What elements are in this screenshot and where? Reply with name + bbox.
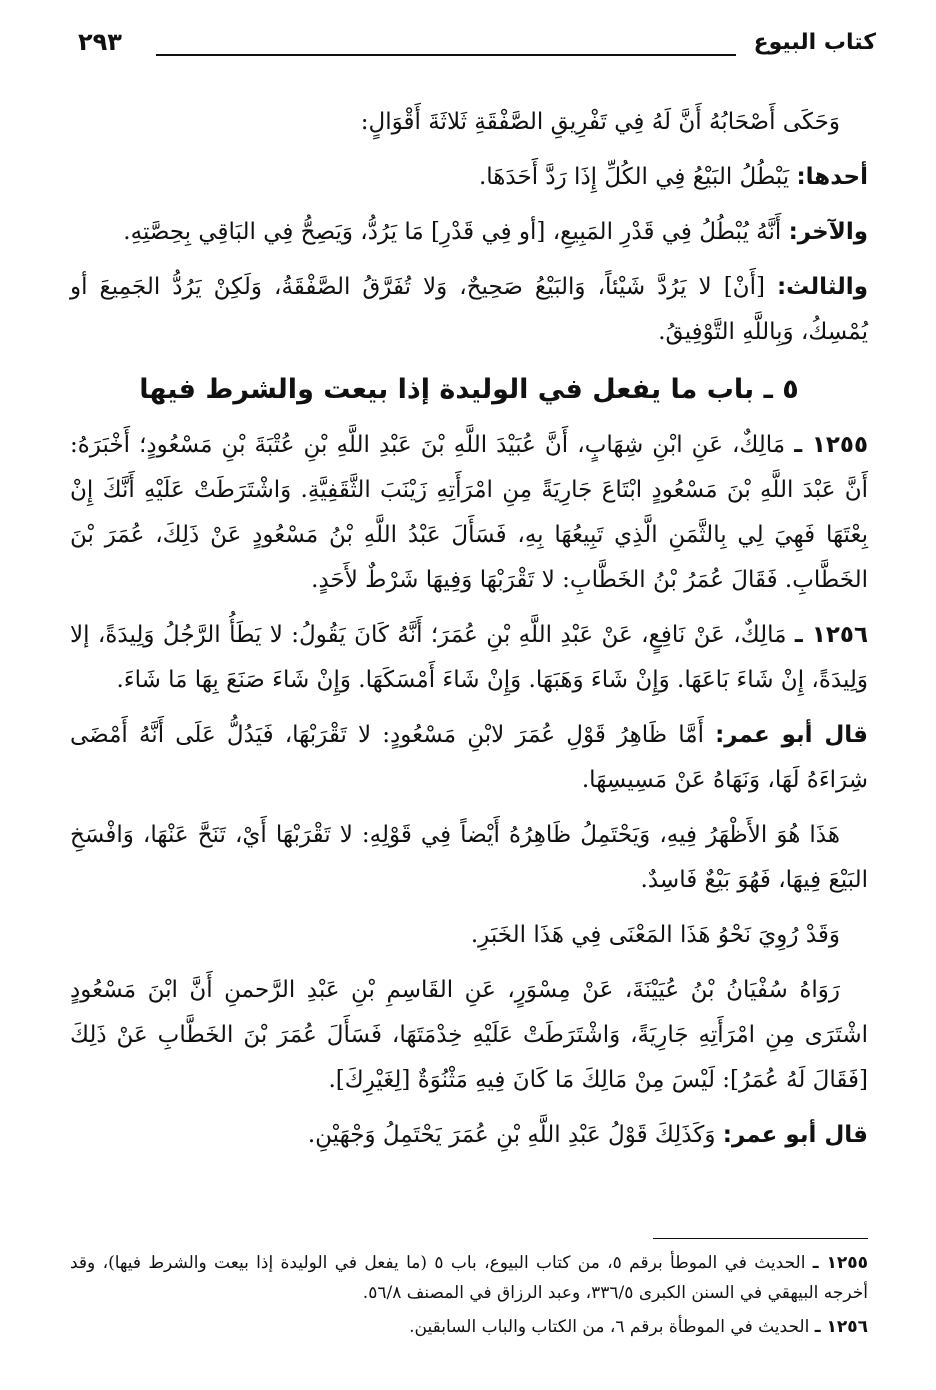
paragraph-lead: والآخر: bbox=[788, 219, 868, 245]
commentary-lead: قال أبو عمر: bbox=[715, 722, 868, 748]
commentary-3: وَقَدْ رُوِيَ نَحْوُ هَذَا المَعْنَى فِي هَذَا الخَبَرِ. bbox=[470, 922, 840, 948]
hadith-1256: ١٢٥٦ ـ مَالِكٌ، عَنْ نَافِعٍ، عَنْ عَبْدِ اللَّهِ بْنِ عُمَرَ؛ أَنَّهُ كَانَ يَقُولُ: لا يَطَأُ الرَّجُلُ وَلِيدَةً، إلا وَلِيدَةً، إِنْ شَاءَ بَاعَهَا. وَإِنْ شَاءَ وَهَبَهَا. وَإِنْ شَاءَ أَمْسَكَهَا. وَإِنْ شَاءَ صَنَعَ بِهَا مَا شَاءَ. bbox=[70, 622, 868, 693]
footnote-1255: ١٢٥٥ ـ الحديث في الموطأ برقم ٥، من كتاب البيوع، باب ٥ (ما يفعل في الوليدة إذا بيعت والشرط فيها)، وقد أخرجه البيهقي في السنن الكبرى ٣٣٦/٥، وعبد الرزاق في المصنف ٥٦/٨. bbox=[70, 1253, 868, 1303]
footnote-1256: ١٢٥٦ ـ الحديث في الموطأة برقم ٦، من الكتاب والباب السابقين. bbox=[409, 1317, 868, 1337]
footnotes bbox=[70, 1248, 868, 1346]
header-rule bbox=[156, 54, 736, 56]
footnote-separator bbox=[653, 1238, 868, 1239]
paragraph-lead: والثالث: bbox=[776, 274, 868, 300]
paragraph-intro: وَحَكَى أَصْحَابُهُ أَنَّ لَهُ فِي تَفْرِيقِ الصَّفْقَةِ ثَلاثَةَ أَقْوَالٍ: bbox=[360, 109, 840, 135]
paragraph-second-opinion: والآخر: أَنَّهُ يُبْطُلُ فِي قَدْرِ المَبِيعِ، [أو فِي قَدْرِ] مَا يَرُدُّ، وَيَصِحُّ فِي البَاقِي بِحِصَّتِهِ. bbox=[123, 219, 868, 245]
commentary-lead: قال أبو عمر: bbox=[722, 1122, 868, 1148]
hadith-1255: ١٢٥٥ ـ مَالِكٌ، عَنِ ابْنِ شِهَابٍ، أَنَّ عُبَيْدَ اللَّهِ بْنَ عَبْدِ اللَّهِ بْنِ عُتْبَةَ بْنِ مَسْعُودٍ؛ أَخْبَرَهُ: أَنَّ عَبْدَ اللَّهِ بْنَ مَسْعُودٍ ابْتَاعَ جَارِيَةً مِنِ امْرَأَتِهِ زَيْنَبَ الثَّقَفِيَّةِ. وَاشْتَرَطَتْ عَلَيْهِ أَنَّكَ إِنْ بِعْتَهَا فَهِيَ لِي بِالثَّمَنِ الَّذِي تَبِيعُهَا بِهِ، فَسَأَلَ عَبْدُ اللَّهِ بْنُ مَسْعُودٍ عَنْ ذَلِكَ، عُمَرَ بْنَ الخَطَّابِ. فَقَالَ عُمَرُ بْنُ الخَطَّابِ: لا تَقْرَبْهَا وَفِيهَا شَرْطٌ لأَحَدٍ. bbox=[70, 432, 869, 593]
commentary-1: قال أبو عمر: أَمَّا ظَاهِرُ قَوْلِ عُمَرَ لابْنِ مَسْعُودٍ: لا تَقْرَبْهَا، فَيَدُلُّ عَلَى أَنَّهُ أَمْضَى شِرَاءَهُ لَهَا، وَنَهَاهُ عَنْ مَسِيسِهَا. bbox=[70, 722, 868, 793]
book-title: كتاب البيوع bbox=[753, 30, 876, 55]
footnote-number: ١٢٥٦ ـ bbox=[814, 1317, 868, 1337]
section-heading: ٥ ـ باب ما يفعل في الوليدة إذا بيعت والشرط فيها bbox=[139, 374, 799, 405]
page-number: ٢٩٣ bbox=[78, 28, 122, 56]
paragraph-lead: أحدها: bbox=[796, 164, 868, 190]
paragraph-third-opinion: والثالث: [أَنْ] لا يَرُدَّ شَيْئاً، وَالبَيْعُ صَحِيحٌ، وَلا تُفَرَّقُ الصَّفْقَةُ، وَلَكِنْ يَرُدُّ الجَمِيعَ أو يُمْسِكُ، وَبِاللَّهِ التَّوْفِيقُ. bbox=[70, 274, 868, 345]
paragraph-first-opinion: أحدها: يَبْطُلُ البَيْعُ فِي الكُلِّ إِذَا رَدَّ أَحَدَهَا. bbox=[478, 164, 868, 190]
hadith-number: ١٢٥٦ ـ bbox=[794, 622, 868, 648]
commentary-4: رَوَاهُ سُفْيَانُ بْنُ عُيَيْنَةَ، عَنْ مِسْوَرٍ، عَنِ القَاسِمِ بْنِ عَبْدِ الرَّحمنِ أَنَّ ابْنَ مَسْعُودٍ اشْتَرَى مِنِ امْرَأَتِهِ جَارِيَةً، وَاشْتَرَطَتْ عَلَيْهِ خِدْمَتَهَا، فَسَأَلَ عُمَرَ بْنَ الخَطَّابِ عَنْ ذَلِكَ [فَقَالَ لَهُ عُمَرُ]: لَيْسَ مِنْ مَالِكَ مَا كَانَ فِيهِ مَثْنُوَةٌ [لِغَيْرِكَ]. bbox=[70, 977, 868, 1093]
running-header bbox=[78, 26, 876, 66]
main-text bbox=[70, 100, 868, 1168]
commentary-5: قال أبو عمر: وَكَذَلِكَ قَوْلُ عَبْدِ اللَّهِ بْنِ عُمَرَ يَحْتَمِلُ وَجْهَيْنِ. bbox=[307, 1122, 868, 1148]
footnote-number: ١٢٥٥ ـ bbox=[812, 1253, 868, 1273]
commentary-2: هَذَا هُوَ الأَظْهَرُ فِيهِ، وَيَحْتَمِلُ ظَاهِرُهُ أَيْضاً فِي قَوْلِهِ: لا تَقْرَبْهَا أَيْ، تَنَحَّ عَنْهَا، وَافْسَخِ البَيْعَ فِيهَا، فَهُوَ بَيْعٌ فَاسِدٌ. bbox=[70, 822, 868, 893]
hadith-number: ١٢٥٥ ـ bbox=[794, 432, 869, 458]
